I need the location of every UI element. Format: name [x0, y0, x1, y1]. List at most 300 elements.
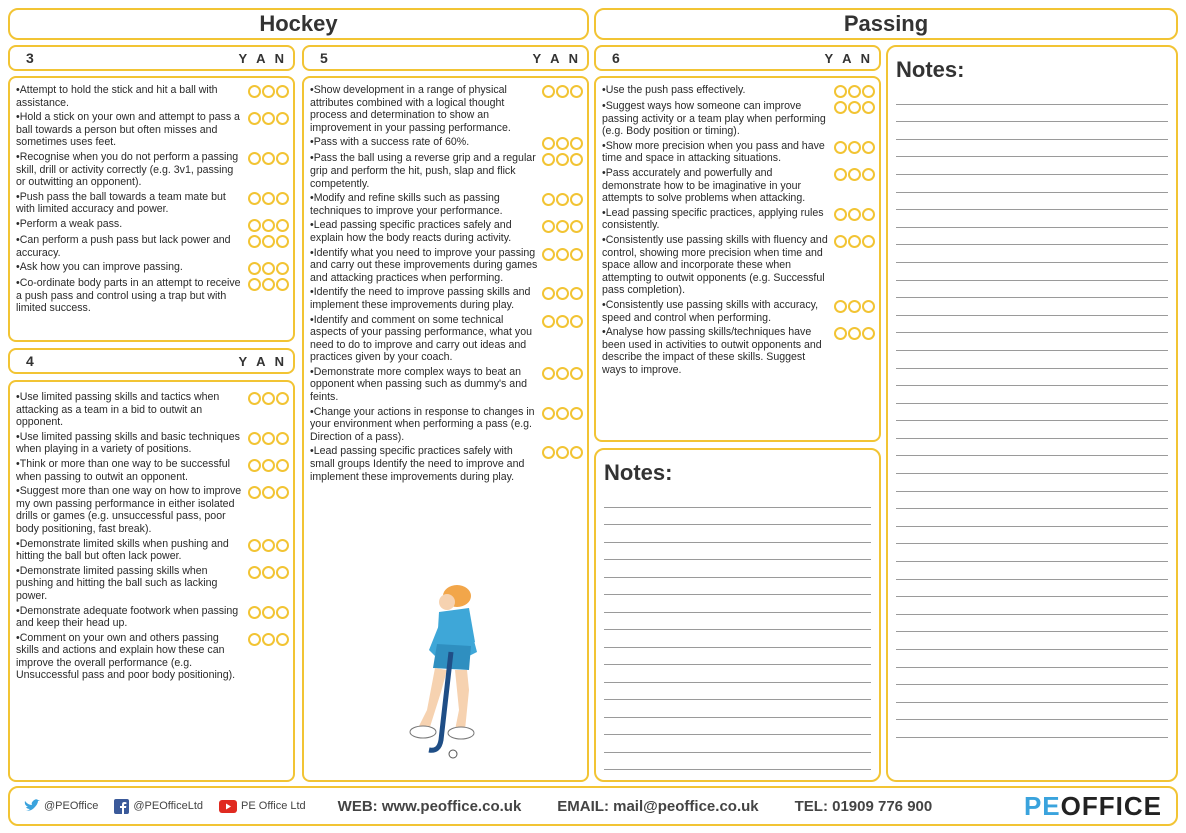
note-line[interactable]: [604, 560, 871, 578]
no-checkbox-icon[interactable]: [570, 287, 583, 300]
criterion-text: • Demonstrate limited passing skills when pushing and hitting the ball such as lacking power.: [16, 565, 248, 603]
criterion-text: • Lead passing specific practices safely with small groups Identify the need to improve and implement these improvements during play.: [310, 445, 542, 483]
level-4-header: [8, 348, 295, 374]
almost-checkbox-icon[interactable]: [262, 262, 275, 275]
note-line[interactable]: [604, 753, 871, 771]
yes-checkbox-icon[interactable]: [834, 327, 847, 340]
yan-checkboxes: [248, 278, 289, 291]
note-line[interactable]: [896, 474, 1168, 492]
almost-checkbox-icon[interactable]: [262, 278, 275, 291]
yan-label: Y A N: [238, 50, 287, 66]
twitter-icon: [24, 799, 40, 813]
yan-checkboxes: [248, 539, 289, 552]
criterion-text: • Demonstrate more complex ways to beat an opponent when passing such as dummy's and feints.: [310, 366, 542, 404]
note-line[interactable]: [604, 525, 871, 543]
criterion-text: • Identify the need to improve passing skills and implement these improvements during play.: [310, 286, 542, 311]
criterion-text: • Use limited passing skills and basic techniques when playing in a variety of positions.: [16, 431, 248, 456]
no-checkbox-icon[interactable]: [276, 112, 289, 125]
no-checkbox-icon[interactable]: [570, 220, 583, 233]
criterion-row: [602, 207, 875, 232]
note-line[interactable]: [896, 703, 1168, 721]
yes-checkbox-icon[interactable]: [542, 193, 555, 206]
level-5-header: [302, 45, 589, 71]
yan-checkboxes: [542, 446, 583, 459]
yes-checkbox-icon[interactable]: [248, 633, 261, 646]
no-checkbox-icon[interactable]: [862, 141, 875, 154]
yan-checkboxes: [834, 85, 875, 98]
note-line[interactable]: [896, 298, 1168, 316]
no-checkbox-icon[interactable]: [276, 262, 289, 275]
twitter-handle: @PEOffice: [44, 800, 99, 812]
no-checkbox-icon[interactable]: [276, 392, 289, 405]
hockey-title-bar: [8, 8, 589, 40]
level-number: 3: [26, 50, 34, 66]
criterion-text: • Identify what you need to improve your passing and carry out these improvements during games and attacking practices when performing.: [310, 247, 542, 285]
youtube-link[interactable]: [219, 800, 306, 813]
yes-checkbox-icon[interactable]: [834, 101, 847, 114]
note-line[interactable]: [896, 720, 1168, 738]
yes-checkbox-icon[interactable]: [248, 539, 261, 552]
notes-panel-small: [594, 448, 881, 782]
yes-checkbox-icon[interactable]: [834, 85, 847, 98]
no-checkbox-icon[interactable]: [862, 235, 875, 248]
almost-checkbox-icon[interactable]: [262, 235, 275, 248]
no-checkbox-icon[interactable]: [276, 633, 289, 646]
topic-title: Passing: [843, 11, 929, 36]
almost-checkbox-icon[interactable]: [262, 192, 275, 205]
criterion-row: [16, 431, 289, 456]
criterion-text: • Modify and refine skills such as passing techniques to improve your performance.: [310, 192, 542, 217]
almost-checkbox-icon[interactable]: [262, 566, 275, 579]
yes-checkbox-icon[interactable]: [542, 287, 555, 300]
no-checkbox-icon[interactable]: [276, 539, 289, 552]
note-line[interactable]: [896, 668, 1168, 686]
level-3-header: [8, 45, 295, 71]
note-line[interactable]: [604, 718, 871, 736]
level-6-header: [594, 45, 881, 71]
yan-label: Y A N: [824, 50, 873, 66]
criterion-text: • Think or more than one way to be successful when passing to outwit an opponent.: [16, 458, 248, 483]
almost-checkbox-icon[interactable]: [262, 85, 275, 98]
criterion-row: [16, 277, 289, 315]
yes-checkbox-icon[interactable]: [542, 248, 555, 261]
almost-checkbox-icon[interactable]: [556, 220, 569, 233]
no-checkbox-icon[interactable]: [570, 367, 583, 380]
criterion-row: [310, 445, 583, 483]
notes-panel-large: [886, 45, 1178, 782]
almost-checkbox-icon[interactable]: [262, 112, 275, 125]
almost-checkbox-icon[interactable]: [848, 168, 861, 181]
note-line[interactable]: [604, 735, 871, 753]
criterion-row: [16, 191, 289, 216]
facebook-icon: [114, 799, 129, 814]
no-checkbox-icon[interactable]: [570, 193, 583, 206]
note-line[interactable]: [896, 421, 1168, 439]
no-checkbox-icon[interactable]: [276, 278, 289, 291]
yes-checkbox-icon[interactable]: [542, 407, 555, 420]
almost-checkbox-icon[interactable]: [848, 327, 861, 340]
yes-checkbox-icon[interactable]: [542, 446, 555, 459]
yan-checkboxes: [248, 392, 289, 405]
criterion-text: • Comment on your own and others passing skills and actions and explain how these can improve the overall performance (e.g. Unsuccessful pass and poor body positioning).: [16, 632, 248, 682]
almost-checkbox-icon[interactable]: [556, 315, 569, 328]
yes-checkbox-icon[interactable]: [248, 85, 261, 98]
note-line[interactable]: [604, 490, 871, 508]
criterion-row: [16, 111, 289, 149]
criterion-text: • Pass the ball using a reverse grip and a regular grip and perform the hit, push, slap and flick competently.: [310, 152, 542, 190]
note-line[interactable]: [896, 527, 1168, 545]
almost-checkbox-icon[interactable]: [556, 446, 569, 459]
yan-checkboxes: [834, 208, 875, 221]
yes-checkbox-icon[interactable]: [248, 459, 261, 472]
criterion-row: [310, 219, 583, 244]
yan-checkboxes: [542, 407, 583, 420]
notes-title: Notes:: [896, 57, 965, 82]
criterion-text: • Show development in a range of physical attributes combined with a logical thought process and determination to show an improvement in your passing performance.: [310, 84, 542, 134]
note-line[interactable]: [896, 245, 1168, 263]
yes-checkbox-icon[interactable]: [248, 486, 261, 499]
twitter-link[interactable]: [24, 799, 98, 813]
criterion-text: • Recognise when you do not perform a passing skill, drill or activity correctly (e.g. 3v1, passing or outwitting an opponent).: [16, 151, 248, 189]
criterion-row: [16, 632, 289, 682]
no-checkbox-icon[interactable]: [570, 446, 583, 459]
yan-checkboxes: [542, 315, 583, 328]
almost-checkbox-icon[interactable]: [262, 432, 275, 445]
hockey-player-illustration: [389, 580, 509, 760]
note-line[interactable]: [604, 683, 871, 701]
no-checkbox-icon[interactable]: [570, 153, 583, 166]
yan-checkboxes: [248, 192, 289, 205]
criterion-row: [602, 299, 875, 324]
criterion-row: [310, 136, 583, 150]
no-checkbox-icon[interactable]: [276, 85, 289, 98]
no-checkbox-icon[interactable]: [276, 192, 289, 205]
yes-checkbox-icon[interactable]: [542, 315, 555, 328]
note-line[interactable]: [896, 122, 1168, 140]
yan-checkboxes: [542, 85, 583, 98]
criterion-row: [16, 605, 289, 630]
facebook-link[interactable]: [114, 799, 203, 814]
yes-checkbox-icon[interactable]: [248, 262, 261, 275]
almost-checkbox-icon[interactable]: [848, 300, 861, 313]
criterion-row: [602, 326, 875, 376]
website-link[interactable]: WEB: www.peoffice.co.uk: [337, 797, 522, 815]
youtube-icon: [219, 800, 237, 813]
note-line[interactable]: [896, 105, 1168, 123]
criterion-text: • Attempt to hold the stick and hit a ball with assistance.: [16, 84, 248, 109]
yes-checkbox-icon[interactable]: [834, 300, 847, 313]
yan-checkboxes: [834, 141, 875, 154]
youtube-channel: PE Office Ltd: [241, 800, 306, 812]
no-checkbox-icon[interactable]: [276, 235, 289, 248]
criterion-row: [16, 218, 289, 232]
criterion-row: [16, 84, 289, 109]
yan-checkboxes: [248, 152, 289, 165]
yan-checkboxes: [542, 287, 583, 300]
yan-label: Y A N: [532, 50, 581, 66]
yes-checkbox-icon[interactable]: [248, 392, 261, 405]
criterion-text: • Push pass the ball towards a team mate but with limited accuracy and power.: [16, 191, 248, 216]
criterion-text: • Consistently use passing skills with accuracy, speed and control when performing.: [602, 299, 834, 324]
note-line[interactable]: [896, 492, 1168, 510]
almost-checkbox-icon[interactable]: [556, 287, 569, 300]
no-checkbox-icon[interactable]: [862, 85, 875, 98]
passing-title-bar: [594, 8, 1178, 40]
level-4-criteria: [8, 380, 295, 782]
note-line[interactable]: [604, 630, 871, 648]
yes-checkbox-icon[interactable]: [542, 220, 555, 233]
yes-checkbox-icon[interactable]: [248, 192, 261, 205]
no-checkbox-icon[interactable]: [570, 315, 583, 328]
criterion-text: • Lead passing specific practices safely and explain how the body reacts during activity.: [310, 219, 542, 244]
criterion-row: [602, 84, 875, 98]
yes-checkbox-icon[interactable]: [542, 137, 555, 150]
note-line[interactable]: [604, 613, 871, 631]
almost-checkbox-icon[interactable]: [556, 367, 569, 380]
note-line[interactable]: [896, 650, 1168, 668]
criterion-text: • Change your actions in response to changes in your environment when performing a pass (e.g. Direction of a pass).: [310, 406, 542, 444]
no-checkbox-icon[interactable]: [570, 85, 583, 98]
note-line[interactable]: [896, 685, 1168, 703]
almost-checkbox-icon[interactable]: [262, 486, 275, 499]
note-line[interactable]: [896, 456, 1168, 474]
almost-checkbox-icon[interactable]: [556, 248, 569, 261]
logo-pe: PE: [1023, 790, 1061, 821]
note-line[interactable]: [896, 333, 1168, 351]
no-checkbox-icon[interactable]: [570, 407, 583, 420]
no-checkbox-icon[interactable]: [276, 606, 289, 619]
almost-checkbox-icon[interactable]: [262, 392, 275, 405]
level-3-criteria: [8, 76, 295, 342]
almost-checkbox-icon[interactable]: [848, 208, 861, 221]
note-line[interactable]: [896, 562, 1168, 580]
yes-checkbox-icon[interactable]: [248, 219, 261, 232]
almost-checkbox-icon[interactable]: [556, 193, 569, 206]
note-line[interactable]: [604, 665, 871, 683]
criterion-row: [16, 151, 289, 189]
almost-checkbox-icon[interactable]: [848, 141, 861, 154]
note-line[interactable]: [896, 281, 1168, 299]
yan-checkboxes: [248, 566, 289, 579]
criterion-row: [16, 565, 289, 603]
yan-checkboxes: [248, 112, 289, 125]
facebook-handle: @PEOfficeLtd: [133, 800, 204, 812]
peoffice-logo: [1024, 791, 1162, 822]
criterion-text: • Can perform a push pass but lack power and accuracy.: [16, 234, 248, 259]
yan-checkboxes: [834, 300, 875, 313]
criterion-row: [310, 247, 583, 285]
yes-checkbox-icon[interactable]: [248, 278, 261, 291]
yan-checkboxes: [542, 248, 583, 261]
yan-checkboxes: [834, 327, 875, 340]
yes-checkbox-icon[interactable]: [834, 208, 847, 221]
yes-checkbox-icon[interactable]: [542, 153, 555, 166]
criterion-row: [602, 167, 875, 205]
footer: [8, 786, 1178, 826]
level-5-list: [310, 84, 583, 483]
criterion-text: • Perform a weak pass.: [16, 218, 248, 231]
almost-checkbox-icon[interactable]: [556, 407, 569, 420]
yes-checkbox-icon[interactable]: [834, 141, 847, 154]
criterion-text: • Ask how you can improve passing.: [16, 261, 248, 274]
criterion-row: [16, 485, 289, 535]
note-line[interactable]: [604, 700, 871, 718]
criterion-text: • Pass with a success rate of 60%.: [310, 136, 542, 149]
no-checkbox-icon[interactable]: [862, 208, 875, 221]
level-number: 4: [26, 353, 34, 369]
yes-checkbox-icon[interactable]: [248, 235, 261, 248]
no-checkbox-icon[interactable]: [862, 300, 875, 313]
yan-checkboxes: [248, 459, 289, 472]
yes-checkbox-icon[interactable]: [248, 152, 261, 165]
criterion-text: • Show more precision when you pass and have time and space in attacking situations.: [602, 140, 834, 165]
yan-checkboxes: [834, 168, 875, 181]
logo-office: OFFICE: [1060, 790, 1162, 821]
note-line[interactable]: [604, 508, 871, 526]
criterion-row: [16, 538, 289, 563]
note-line[interactable]: [896, 210, 1168, 228]
yan-checkboxes: [248, 486, 289, 499]
almost-checkbox-icon[interactable]: [848, 85, 861, 98]
criterion-row: [16, 391, 289, 429]
almost-checkbox-icon[interactable]: [262, 633, 275, 646]
criterion-row: [602, 140, 875, 165]
yes-checkbox-icon[interactable]: [248, 112, 261, 125]
criterion-text: • Pass accurately and powerfully and demonstrate how to be imaginative in your attempts to solve problems when attacking.: [602, 167, 834, 205]
criterion-text: • Use limited passing skills and tactics when attacking as a team in a bid to outwit an opponent.: [16, 391, 248, 429]
yes-checkbox-icon[interactable]: [248, 432, 261, 445]
no-checkbox-icon[interactable]: [276, 219, 289, 232]
note-line[interactable]: [896, 140, 1168, 158]
criterion-row: [310, 314, 583, 364]
note-line[interactable]: [896, 316, 1168, 334]
no-checkbox-icon[interactable]: [276, 566, 289, 579]
yan-checkboxes: [834, 101, 875, 114]
no-checkbox-icon[interactable]: [570, 137, 583, 150]
notes-title: Notes:: [604, 460, 673, 485]
almost-checkbox-icon[interactable]: [262, 152, 275, 165]
note-line[interactable]: [896, 439, 1168, 457]
criterion-row: [16, 261, 289, 275]
yan-checkboxes: [248, 85, 289, 98]
no-checkbox-icon[interactable]: [862, 327, 875, 340]
note-line[interactable]: [604, 595, 871, 613]
note-line[interactable]: [896, 580, 1168, 598]
note-line[interactable]: [604, 648, 871, 666]
criterion-row: [602, 100, 875, 138]
yan-checkboxes: [248, 235, 289, 248]
yes-checkbox-icon[interactable]: [834, 235, 847, 248]
almost-checkbox-icon[interactable]: [556, 85, 569, 98]
level-5-criteria: [302, 76, 589, 782]
yan-checkboxes: [542, 153, 583, 166]
yes-checkbox-icon[interactable]: [542, 85, 555, 98]
yan-checkboxes: [248, 432, 289, 445]
no-checkbox-icon[interactable]: [276, 486, 289, 499]
note-line[interactable]: [896, 369, 1168, 387]
criterion-text: • Demonstrate adequate footwork when passing and keep their head up.: [16, 605, 248, 630]
no-checkbox-icon[interactable]: [862, 168, 875, 181]
note-line[interactable]: [896, 615, 1168, 633]
notes-lines: [896, 87, 1168, 738]
almost-checkbox-icon[interactable]: [848, 101, 861, 114]
note-line[interactable]: [896, 351, 1168, 369]
no-checkbox-icon[interactable]: [862, 101, 875, 114]
level-6-criteria: [594, 76, 881, 442]
almost-checkbox-icon[interactable]: [262, 606, 275, 619]
yan-checkboxes: [248, 262, 289, 275]
note-line[interactable]: [896, 386, 1168, 404]
almost-checkbox-icon[interactable]: [262, 219, 275, 232]
note-line[interactable]: [896, 87, 1168, 105]
criterion-text: • Demonstrate limited skills when pushing and hitting the ball but often lack power.: [16, 538, 248, 563]
note-line[interactable]: [896, 509, 1168, 527]
yan-checkboxes: [542, 137, 583, 150]
note-line[interactable]: [604, 578, 871, 596]
criterion-row: [16, 234, 289, 259]
almost-checkbox-icon[interactable]: [848, 235, 861, 248]
no-checkbox-icon[interactable]: [570, 248, 583, 261]
note-line[interactable]: [896, 404, 1168, 422]
almost-checkbox-icon[interactable]: [556, 137, 569, 150]
level-number: 6: [612, 50, 620, 66]
yan-checkboxes: [542, 220, 583, 233]
yan-checkboxes: [542, 193, 583, 206]
criterion-row: [310, 192, 583, 217]
yes-checkbox-icon[interactable]: [542, 367, 555, 380]
note-line[interactable]: [896, 632, 1168, 650]
criterion-text: • Identify and comment on some technical aspects of your passing performance, what you need to do to improve and carry out ideas and practices given by your coach.: [310, 314, 542, 364]
note-line[interactable]: [896, 157, 1168, 175]
yan-checkboxes: [248, 633, 289, 646]
note-line[interactable]: [896, 544, 1168, 562]
yan-checkboxes: [542, 367, 583, 380]
note-line[interactable]: [604, 543, 871, 561]
criterion-row: [16, 458, 289, 483]
yes-checkbox-icon[interactable]: [834, 168, 847, 181]
yan-label: Y A N: [238, 353, 287, 369]
criterion-text: • Analyse how passing skills/techniques have been used in activities to outwit opponents and describe the impact of these skills. Suggest ways to improve.: [602, 326, 834, 376]
almost-checkbox-icon[interactable]: [262, 459, 275, 472]
no-checkbox-icon[interactable]: [276, 432, 289, 445]
note-line[interactable]: [896, 597, 1168, 615]
criterion-row: [310, 406, 583, 444]
note-line[interactable]: [896, 175, 1168, 193]
criterion-row: [602, 234, 875, 297]
note-line[interactable]: [896, 263, 1168, 281]
yes-checkbox-icon[interactable]: [248, 606, 261, 619]
criterion-row: [310, 366, 583, 404]
criterion-text: • Suggest more than one way on how to improve my own passing performance in either isolated drills or games (e.g. unsuccessful pass, poor body positioning, fast break).: [16, 485, 248, 535]
yes-checkbox-icon[interactable]: [248, 566, 261, 579]
yan-checkboxes: [834, 235, 875, 248]
note-line[interactable]: [896, 193, 1168, 211]
no-checkbox-icon[interactable]: [276, 152, 289, 165]
criterion-text: • Suggest ways how someone can improve passing activity or a team play when performing (e.g. Body position or timing).: [602, 100, 834, 138]
phone-number: TEL: 01909 776 900: [794, 797, 933, 815]
almost-checkbox-icon[interactable]: [262, 539, 275, 552]
yan-checkboxes: [248, 606, 289, 619]
criterion-text: • Co-ordinate body parts in an attempt to receive a push pass and control using a trap but with limited success.: [16, 277, 248, 315]
note-line[interactable]: [896, 228, 1168, 246]
yan-checkboxes: [248, 219, 289, 232]
almost-checkbox-icon[interactable]: [556, 153, 569, 166]
criterion-text: • Use the push pass effectively.: [602, 84, 834, 97]
criterion-text: • Consistently use passing skills with fluency and control, showing more precision when time and space allow and incorporate these when attempting to outwit opponents (e.g. Successful pass completion).: [602, 234, 834, 297]
email-link[interactable]: EMAIL: mail@peoffice.co.uk: [557, 797, 759, 815]
no-checkbox-icon[interactable]: [276, 459, 289, 472]
criterion-row: [310, 84, 583, 134]
